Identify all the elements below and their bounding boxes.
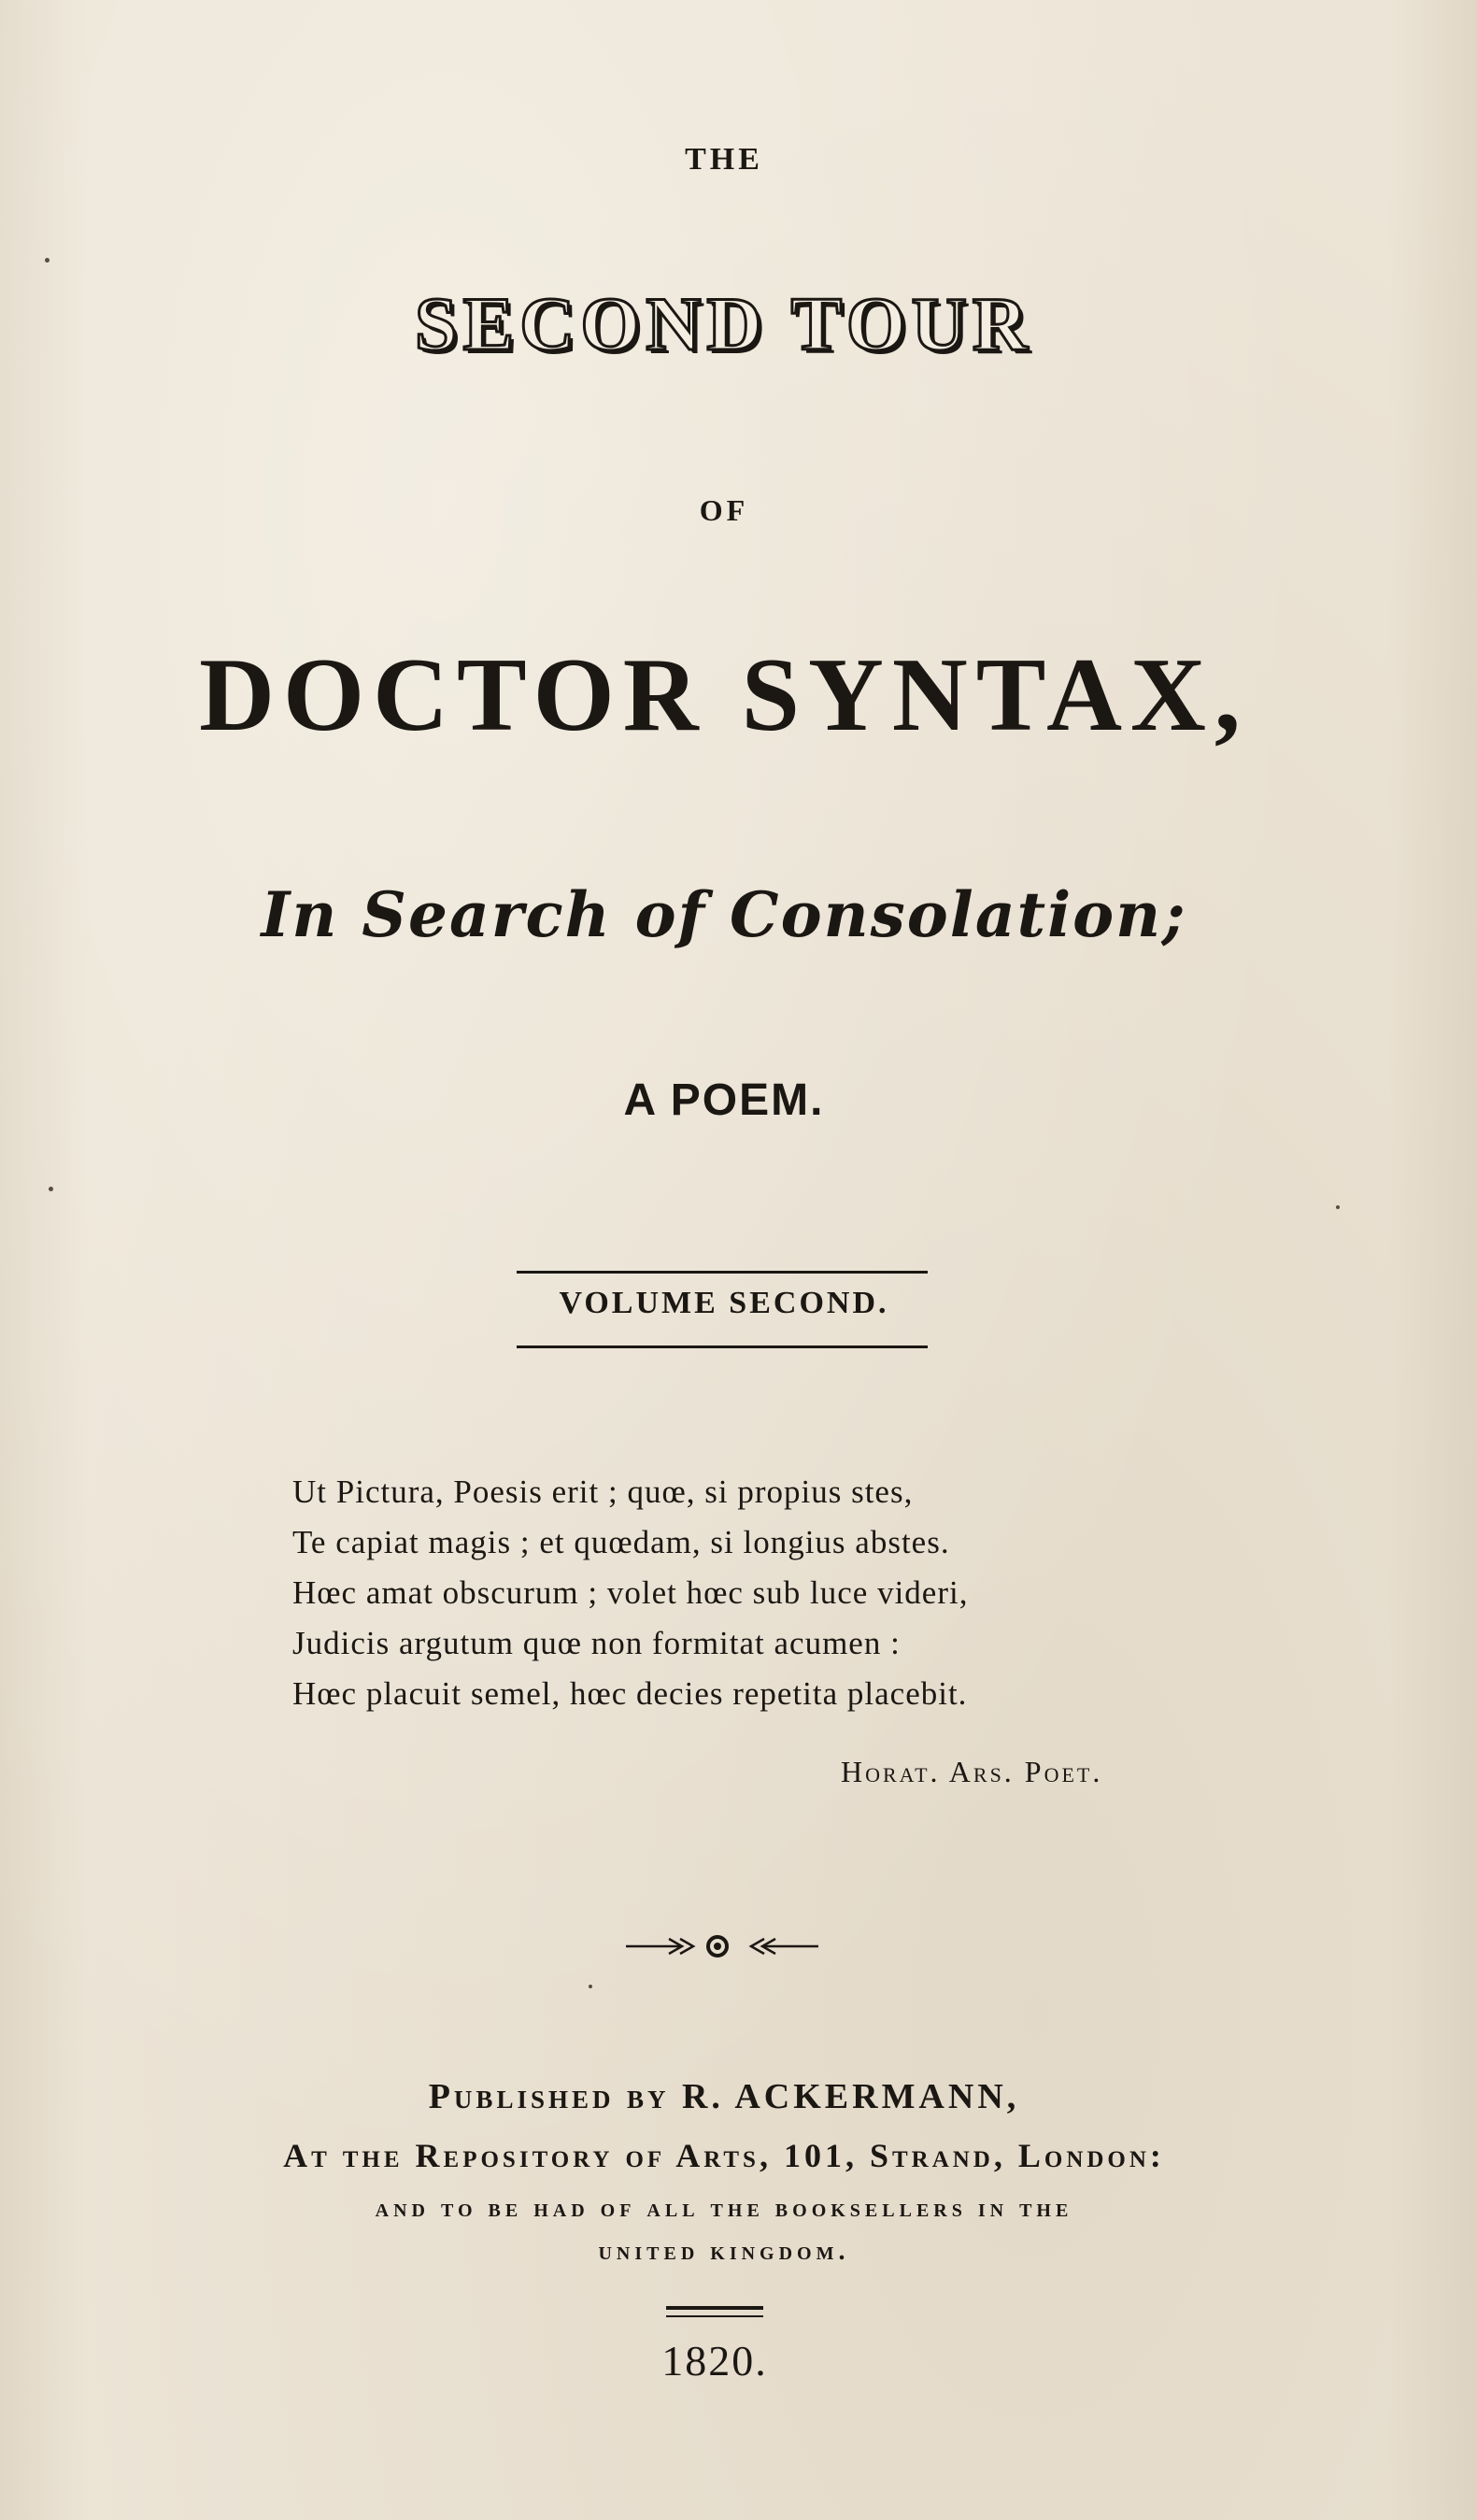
paper-speck: [45, 258, 50, 263]
epigraph: [292, 1467, 1227, 1719]
volume-rule-bottom: [517, 1345, 928, 1348]
volume-rule-top: [517, 1271, 928, 1274]
fleuron-ornament-icon: [624, 1928, 820, 1965]
publication-year: 1820.: [661, 2337, 768, 2385]
title-second-tour: SECOND TOUR: [414, 281, 1034, 366]
genre-label: A POEM.: [623, 1075, 825, 1125]
epigraph-line: Hœc amat obscurum ; volet hœc sub luce videri,: [292, 1574, 969, 1611]
imprint-address: At the Repository of Arts, 101, Strand, London:: [283, 2137, 1165, 2174]
paper-speck: [1336, 1205, 1340, 1209]
epigraph-line: Ut Pictura, Poesis erit ; quœ, si propius stes,: [292, 1474, 914, 1510]
paper-speck: [589, 1985, 592, 1988]
epigraph-line: Judicis argutum quœ non formitat acumen :: [292, 1625, 901, 1661]
title-of: OF: [699, 493, 749, 527]
imprint-booksellers: and to be had of all the booksellers in the: [375, 2194, 1073, 2223]
paper-speck: [49, 1187, 53, 1191]
imprint-publisher: Published by R. ACKERMANN,: [428, 2077, 1020, 2116]
subtitle: In Search of Consolation;: [261, 878, 1187, 951]
title-the: THE: [685, 142, 763, 177]
date-rule-thin: [666, 2315, 763, 2317]
volume-label: VOLUME SECOND.: [559, 1286, 889, 1320]
epigraph-line: Te capiat magis ; et quœdam, si longius abstes.: [292, 1524, 950, 1560]
epigraph-attribution: Horat. Ars. Poet.: [841, 1755, 1103, 1788]
main-title: DOCTOR SYNTAX,: [199, 637, 1249, 753]
epigraph-line: Hœc placuit semel, hœc decies repetita placebit.: [292, 1675, 968, 1712]
imprint-kingdom: united kingdom.: [598, 2237, 850, 2266]
date-rule-thick: [666, 2306, 763, 2310]
